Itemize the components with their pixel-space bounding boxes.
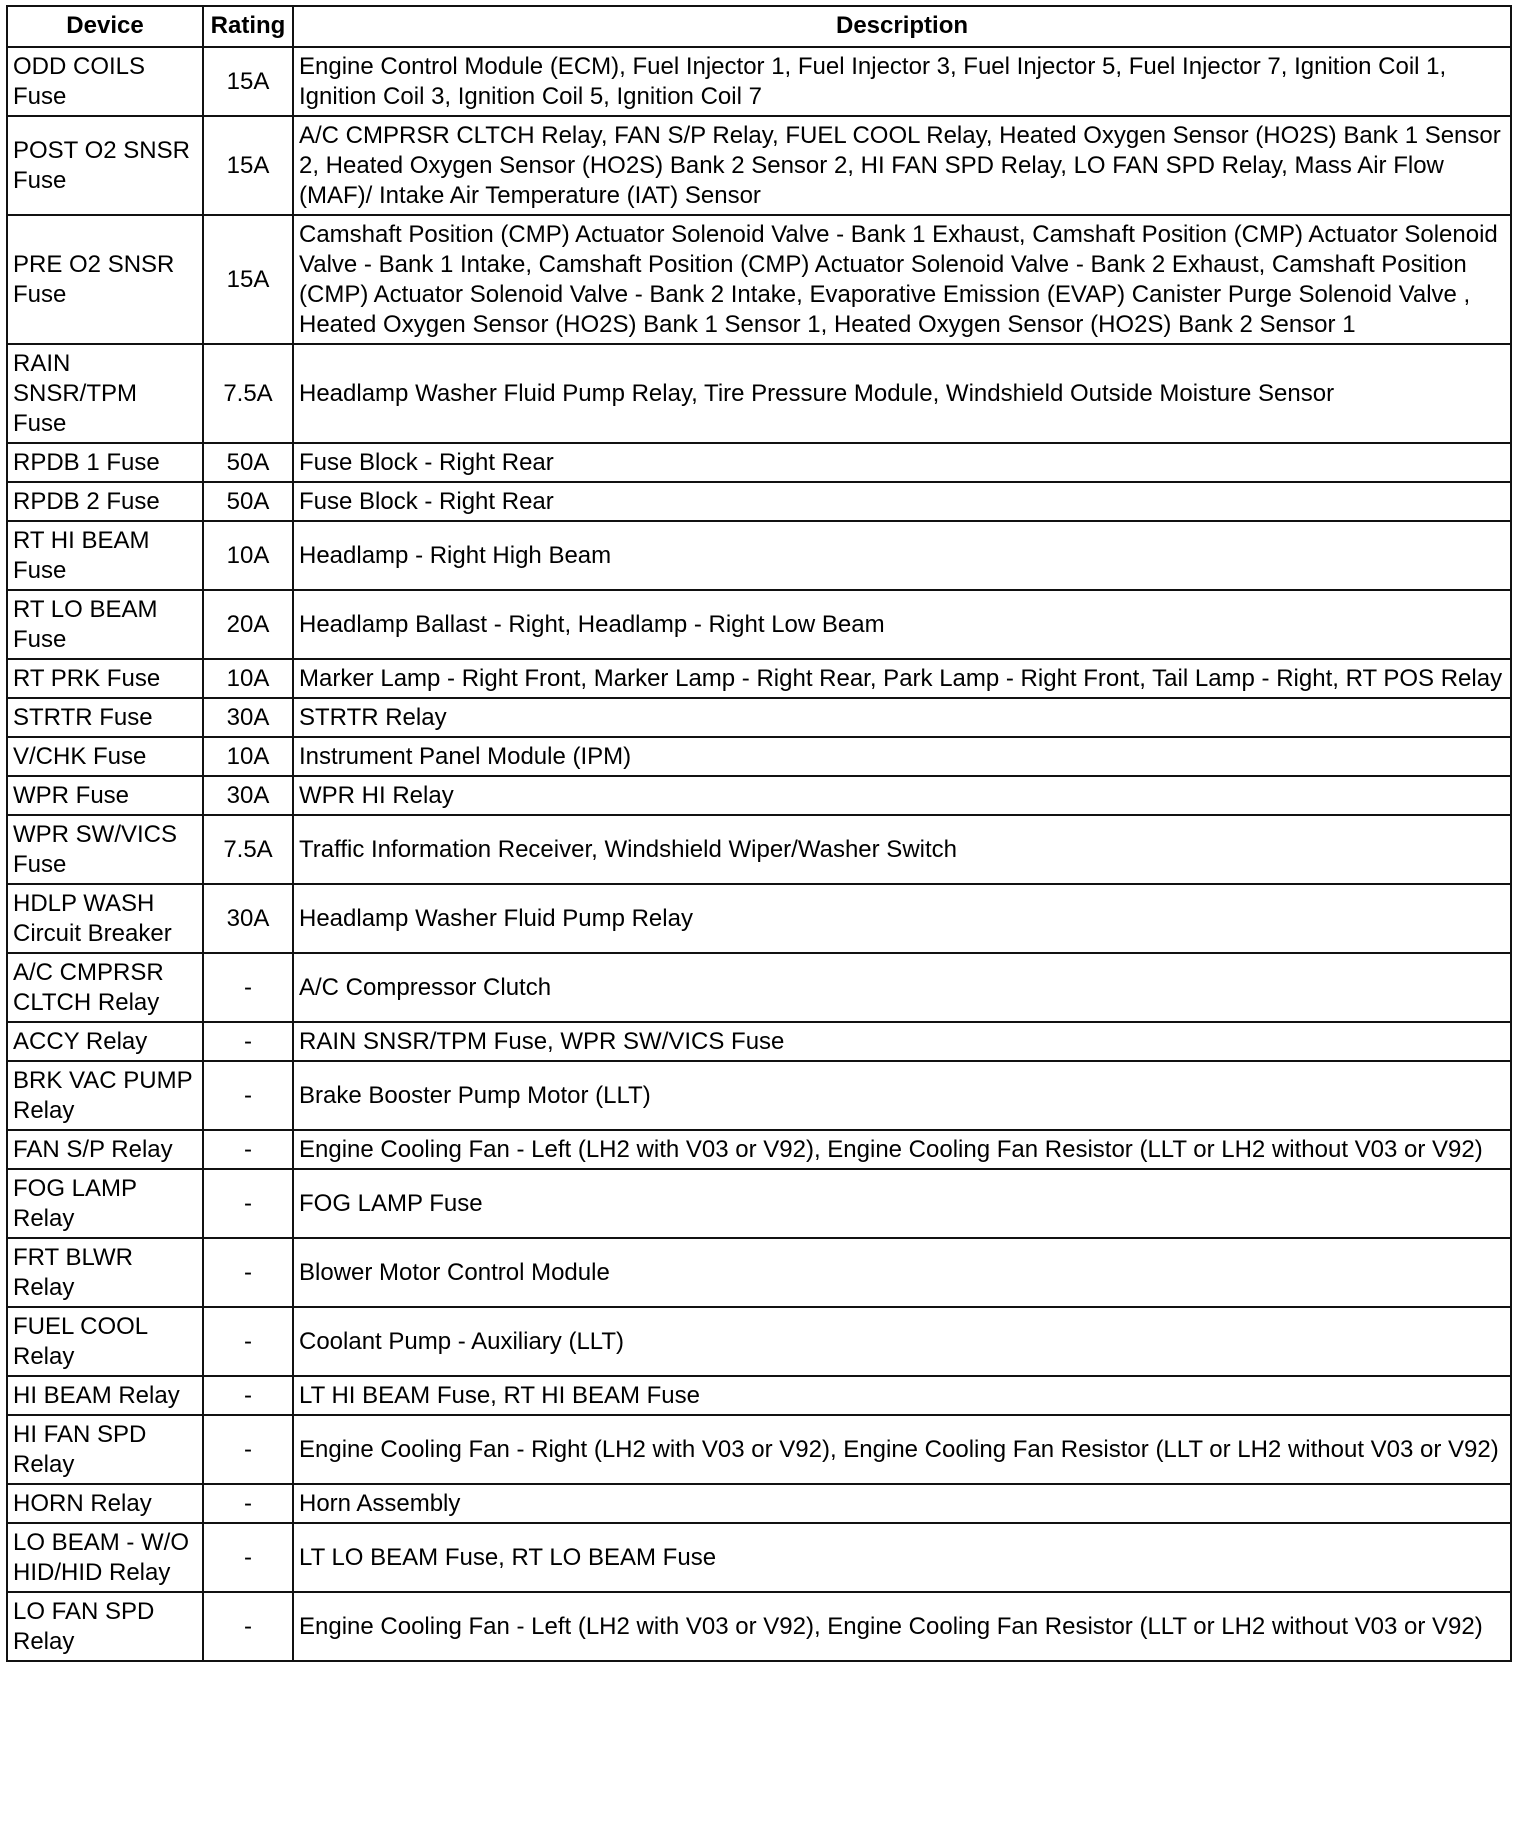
description-cell: Fuse Block - Right Rear xyxy=(293,443,1511,482)
device-cell: PRE O2 SNSR Fuse xyxy=(7,215,203,344)
table-row xyxy=(7,1061,1511,1130)
rating-cell: - xyxy=(203,953,293,1022)
rating-cell: - xyxy=(203,1307,293,1376)
table-row xyxy=(7,1130,1511,1169)
description-cell: A/C Compressor Clutch xyxy=(293,953,1511,1022)
description-cell: Headlamp Ballast - Right, Headlamp - Right Low Beam xyxy=(293,590,1511,659)
table-row xyxy=(7,698,1511,737)
description-cell: Camshaft Position (CMP) Actuator Solenoid Valve - Bank 1 Exhaust, Camshaft Position (CMP) Actuator Solenoid Valve - Bank 1 Intake, Camshaft Position (CMP) Actuator Solenoid Valve - Bank 2 Exhaust, Camshaft Position (CMP) Actuator Solenoid Valve - Bank 2 Intake, Evaporative Emission (EVAP) Canister Purge Solenoid Valve , Heated Oxygen Sensor (HO2S) Bank 1 Sensor 1, Heated Oxygen Sensor (HO2S) Bank 2 Sensor 1 xyxy=(293,215,1511,344)
table-row xyxy=(7,737,1511,776)
rating-cell: - xyxy=(203,1130,293,1169)
rating-cell: - xyxy=(203,1484,293,1523)
table-row xyxy=(7,1484,1511,1523)
description-cell: Engine Cooling Fan - Left (LH2 with V03 or V92), Engine Cooling Fan Resistor (LLT or LH2 without V03 or V92) xyxy=(293,1130,1511,1169)
description-cell: FOG LAMP Fuse xyxy=(293,1169,1511,1238)
device-cell: RT LO BEAM Fuse xyxy=(7,590,203,659)
header-device: Device xyxy=(7,6,203,47)
table-row xyxy=(7,1307,1511,1376)
rating-cell: - xyxy=(203,1523,293,1592)
description-cell: Headlamp Washer Fluid Pump Relay, Tire Pressure Module, Windshield Outside Moisture Sensor xyxy=(293,344,1511,443)
rating-cell: - xyxy=(203,1238,293,1307)
description-cell: A/C CMPRSR CLTCH Relay, FAN S/P Relay, FUEL COOL Relay, Heated Oxygen Sensor (HO2S) Bank 1 Sensor 2, Heated Oxygen Sensor (HO2S) Bank 2 Sensor 2, HI FAN SPD Relay, LO FAN SPD Relay, Mass Air Flow (MAF)/ Intake Air Temperature (IAT) Sensor xyxy=(293,116,1511,215)
rating-cell: 20A xyxy=(203,590,293,659)
description-cell: Engine Cooling Fan - Right (LH2 with V03 or V92), Engine Cooling Fan Resistor (LLT or LH2 without V03 or V92) xyxy=(293,1415,1511,1484)
device-cell: RPDB 2 Fuse xyxy=(7,482,203,521)
description-cell: Headlamp - Right High Beam xyxy=(293,521,1511,590)
rating-cell: 15A xyxy=(203,215,293,344)
device-cell: POST O2 SNSR Fuse xyxy=(7,116,203,215)
table-row xyxy=(7,1523,1511,1592)
rating-cell: 15A xyxy=(203,116,293,215)
rating-cell: - xyxy=(203,1061,293,1130)
table-row xyxy=(7,1238,1511,1307)
device-cell: HORN Relay xyxy=(7,1484,203,1523)
description-cell: Engine Cooling Fan - Left (LH2 with V03 or V92), Engine Cooling Fan Resistor (LLT or LH2 without V03 or V92) xyxy=(293,1592,1511,1661)
table-header-row xyxy=(7,6,1511,47)
table-row xyxy=(7,815,1511,884)
table-row xyxy=(7,1022,1511,1061)
header-rating: Rating xyxy=(203,6,293,47)
device-cell: FRT BLWR Relay xyxy=(7,1238,203,1307)
rating-cell: - xyxy=(203,1376,293,1415)
rating-cell: 30A xyxy=(203,884,293,953)
table-row xyxy=(7,590,1511,659)
table-row xyxy=(7,443,1511,482)
description-cell: Blower Motor Control Module xyxy=(293,1238,1511,1307)
table-row xyxy=(7,215,1511,344)
device-cell: BRK VAC PUMP Relay xyxy=(7,1061,203,1130)
device-cell: LO BEAM - W/O HID/HID Relay xyxy=(7,1523,203,1592)
table-body xyxy=(7,47,1511,1661)
table-row xyxy=(7,776,1511,815)
description-cell: WPR HI Relay xyxy=(293,776,1511,815)
rating-cell: 15A xyxy=(203,47,293,116)
device-cell: FOG LAMP Relay xyxy=(7,1169,203,1238)
table-row xyxy=(7,521,1511,590)
device-cell: ACCY Relay xyxy=(7,1022,203,1061)
rating-cell: 10A xyxy=(203,659,293,698)
description-cell: Headlamp Washer Fluid Pump Relay xyxy=(293,884,1511,953)
description-cell: Marker Lamp - Right Front, Marker Lamp - Right Rear, Park Lamp - Right Front, Tail Lamp - Right, RT POS Relay xyxy=(293,659,1511,698)
fuse-relay-table xyxy=(6,5,1512,1662)
header-description: Description xyxy=(293,6,1511,47)
table-row xyxy=(7,47,1511,116)
description-cell: LT LO BEAM Fuse, RT LO BEAM Fuse xyxy=(293,1523,1511,1592)
device-cell: RT HI BEAM Fuse xyxy=(7,521,203,590)
device-cell: FAN S/P Relay xyxy=(7,1130,203,1169)
description-cell: Fuse Block - Right Rear xyxy=(293,482,1511,521)
rating-cell: 50A xyxy=(203,443,293,482)
rating-cell: 7.5A xyxy=(203,344,293,443)
device-cell: A/C CMPRSR CLTCH Relay xyxy=(7,953,203,1022)
device-cell: HDLP WASH Circuit Breaker xyxy=(7,884,203,953)
device-cell: HI BEAM Relay xyxy=(7,1376,203,1415)
device-cell: WPR SW/VICS Fuse xyxy=(7,815,203,884)
description-cell: Traffic Information Receiver, Windshield Wiper/Washer Switch xyxy=(293,815,1511,884)
table-row xyxy=(7,482,1511,521)
rating-cell: - xyxy=(203,1022,293,1061)
device-cell: FUEL COOL Relay xyxy=(7,1307,203,1376)
device-cell: ODD COILS Fuse xyxy=(7,47,203,116)
rating-cell: 10A xyxy=(203,737,293,776)
rating-cell: 7.5A xyxy=(203,815,293,884)
device-cell: RPDB 1 Fuse xyxy=(7,443,203,482)
rating-cell: 30A xyxy=(203,776,293,815)
description-cell: LT HI BEAM Fuse, RT HI BEAM Fuse xyxy=(293,1376,1511,1415)
device-cell: V/CHK Fuse xyxy=(7,737,203,776)
table-row xyxy=(7,1592,1511,1661)
description-cell: Engine Control Module (ECM), Fuel Injector 1, Fuel Injector 3, Fuel Injector 5, Fuel Injector 7, Ignition Coil 1, Ignition Coil 3, Ignition Coil 5, Ignition Coil 7 xyxy=(293,47,1511,116)
table-row xyxy=(7,344,1511,443)
fuse-table-page xyxy=(6,5,1510,1662)
description-cell: RAIN SNSR/TPM Fuse, WPR SW/VICS Fuse xyxy=(293,1022,1511,1061)
rating-cell: - xyxy=(203,1169,293,1238)
table-row xyxy=(7,1376,1511,1415)
table-row xyxy=(7,1415,1511,1484)
description-cell: STRTR Relay xyxy=(293,698,1511,737)
rating-cell: 30A xyxy=(203,698,293,737)
description-cell: Coolant Pump - Auxiliary (LLT) xyxy=(293,1307,1511,1376)
rating-cell: - xyxy=(203,1415,293,1484)
description-cell: Instrument Panel Module (IPM) xyxy=(293,737,1511,776)
device-cell: STRTR Fuse xyxy=(7,698,203,737)
device-cell: RT PRK Fuse xyxy=(7,659,203,698)
table-row xyxy=(7,116,1511,215)
table-row xyxy=(7,659,1511,698)
device-cell: WPR Fuse xyxy=(7,776,203,815)
table-row xyxy=(7,953,1511,1022)
rating-cell: - xyxy=(203,1592,293,1661)
description-cell: Brake Booster Pump Motor (LLT) xyxy=(293,1061,1511,1130)
rating-cell: 10A xyxy=(203,521,293,590)
device-cell: LO FAN SPD Relay xyxy=(7,1592,203,1661)
device-cell: HI FAN SPD Relay xyxy=(7,1415,203,1484)
rating-cell: 50A xyxy=(203,482,293,521)
table-row xyxy=(7,884,1511,953)
table-row xyxy=(7,1169,1511,1238)
device-cell: RAIN SNSR/TPM Fuse xyxy=(7,344,203,443)
description-cell: Horn Assembly xyxy=(293,1484,1511,1523)
